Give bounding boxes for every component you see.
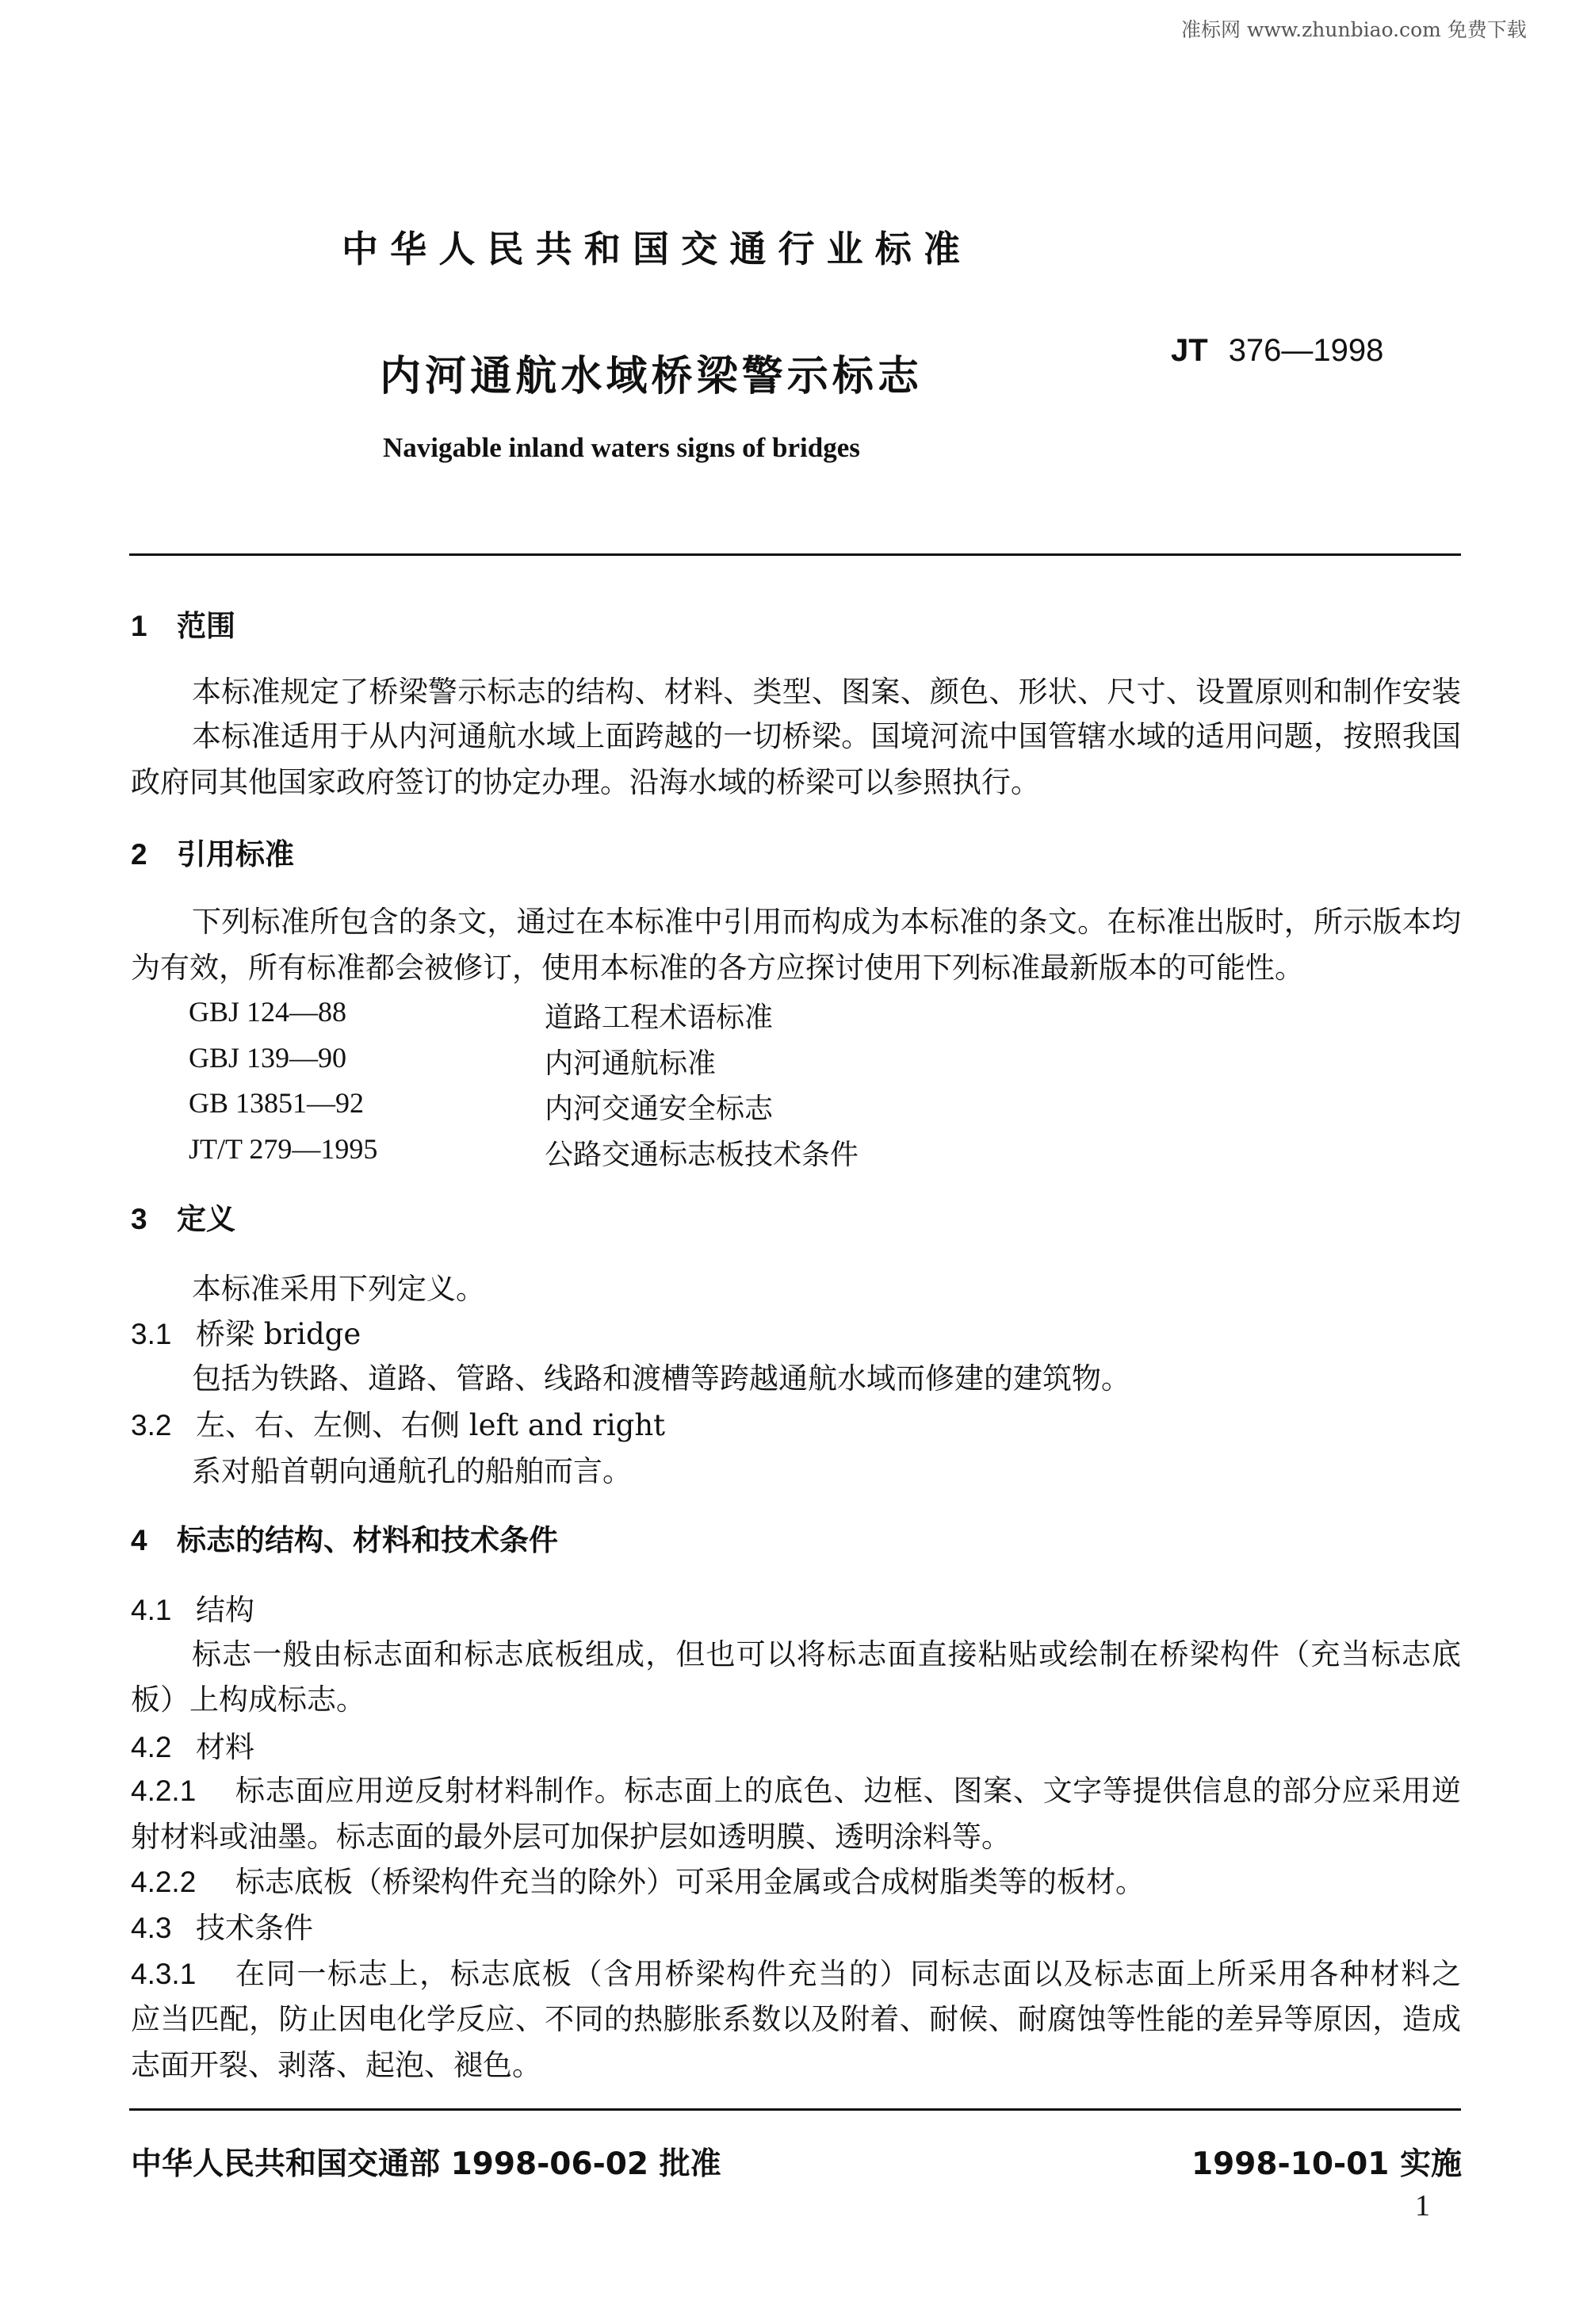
english-title: Navigable inland waters signs of bridges	[383, 432, 860, 463]
reference-code: GBJ 124—88	[189, 996, 347, 1028]
paragraph-line: 本标准适用于从内河通航水域上面跨越的一切桥梁。国境河流中国管辖水域的适用问题，按照我国	[192, 719, 1461, 753]
definition-term: 左、右、左侧、右侧 left and right	[196, 1408, 666, 1442]
clause-title: 材料	[196, 1730, 254, 1764]
clause-number: 4.2.2	[131, 1866, 197, 1898]
paragraph-line: 标志面应用逆反射材料制作。标志面上的底色、边框、图案、文字等提供信息的部分应采用逆	[235, 1774, 1461, 1808]
section-1-heading	[131, 608, 235, 645]
paragraph-line: 标志一般由标志面和标志底板组成，但也可以将标志面直接粘贴或绘制在桥梁构件（充当标志底	[192, 1637, 1461, 1671]
section-number: 2	[131, 838, 147, 871]
paragraph-line: 在同一标志上，标志底板（含用桥梁构件充当的）同标志面以及标志面上所采用各种材料之	[235, 1957, 1461, 1991]
reference-code: JT/T 279—1995	[189, 1133, 378, 1165]
paragraph-line: 为有效，所有标准都会被修订，使用本标准的各方应探讨使用下列标准最新版本的可能性。	[131, 951, 1304, 985]
standard-code	[1171, 333, 1383, 369]
clause-number: 4.3	[131, 1912, 172, 1944]
paragraph-line: 志面开裂、剥落、起泡、褪色。	[131, 2048, 541, 2082]
definition-3-1	[131, 1316, 361, 1353]
top-rule	[129, 553, 1461, 556]
bottom-rule	[129, 2108, 1461, 2111]
paragraph-line: 下列标准所包含的条文，通过在本标准中引用而构成为本标准的条文。在标准出版时，所示版本均	[192, 905, 1461, 939]
section-4-heading	[131, 1522, 558, 1559]
clause-number: 4.2.1	[131, 1775, 197, 1807]
paragraph-line: 应当匹配，防止因电化学反应、不同的热膨胀系数以及附着、耐候、耐腐蚀等性能的差异等原因，造成	[131, 2002, 1461, 2036]
clause-number: 4.2	[131, 1731, 172, 1763]
section-number: 3	[131, 1203, 147, 1235]
reference-name: 内河交通安全标志	[545, 1093, 774, 1125]
watermark: 准标网 www.zhunbiao.com 免费下载	[1181, 18, 1527, 41]
reference-name: 道路工程术语标准	[545, 1001, 774, 1034]
reference-code: GBJ 139—90	[189, 1042, 347, 1074]
section-title: 范围	[177, 609, 235, 643]
section-3-heading	[131, 1201, 235, 1238]
reference-code: GB 13851—92	[189, 1087, 365, 1119]
paragraph-line: 标志底板（桥梁构件充当的除外）可采用金属或合成树脂类等的板材。	[235, 1865, 1145, 1899]
org-title: 中华人民共和国交通行业标准	[342, 228, 960, 270]
clause-title: 结构	[196, 1593, 254, 1627]
section-number: 1	[131, 610, 147, 642]
clause-title: 技术条件	[196, 1911, 313, 1945]
section-title: 引用标准	[177, 837, 294, 871]
section-title: 定义	[177, 1202, 235, 1236]
clause-number: 4.3.1	[131, 1958, 197, 1990]
section-title: 标志的结构、材料和技术条件	[177, 1523, 558, 1557]
code-prefix: JT	[1171, 333, 1208, 368]
clause-number: 4.1	[131, 1594, 172, 1626]
paragraph-line: 射材料或油墨。标志面的最外层可加保护层如透明膜、透明涂料等。	[131, 1820, 1011, 1854]
clause-4-3-1	[131, 1956, 1461, 1993]
definition-3-2	[131, 1407, 665, 1444]
clause-number: 3.2	[131, 1409, 172, 1441]
clause-4-2-1	[131, 1773, 1461, 1809]
paragraph-line: 板）上构成标志。	[131, 1683, 365, 1717]
reference-name: 公路交通标志板技术条件	[545, 1139, 859, 1171]
section-number: 4	[131, 1524, 147, 1556]
reference-name: 内河通航标准	[545, 1047, 717, 1080]
clause-4-2-heading	[131, 1729, 254, 1766]
paragraph-line: 包括为铁路、道路、管路、线路和渡槽等跨越通航水域而修建的建筑物。	[192, 1361, 1130, 1396]
page-number: 1	[1415, 2189, 1430, 2223]
approval-note: 中华人民共和国交通部 1998-06-02 批准	[131, 2146, 721, 2182]
clause-4-1-heading	[131, 1592, 254, 1629]
clause-4-2-2	[131, 1864, 1145, 1901]
paragraph-line: 系对船首朝向通航孔的船舶而言。	[192, 1454, 632, 1488]
paragraph-line: 政府同其他国家政府签订的协定办理。沿海水域的桥梁可以参照执行。	[131, 765, 1040, 799]
paragraph-line: 本标准采用下列定义。	[192, 1272, 485, 1306]
definition-term: 桥梁 bridge	[196, 1317, 361, 1351]
clause-4-3-heading	[131, 1910, 313, 1947]
clause-number: 3.1	[131, 1318, 172, 1350]
code-number: 376—1998	[1228, 333, 1384, 368]
paragraph-line: 本标准规定了桥梁警示标志的结构、材料、类型、图案、颜色、形状、尺寸、设置原则和制作安装	[192, 675, 1461, 709]
section-2-heading	[131, 837, 294, 873]
document-title: 内河通航水域桥梁警示标志	[380, 353, 919, 400]
effective-date: 1998-10-01 实施	[1191, 2146, 1462, 2182]
